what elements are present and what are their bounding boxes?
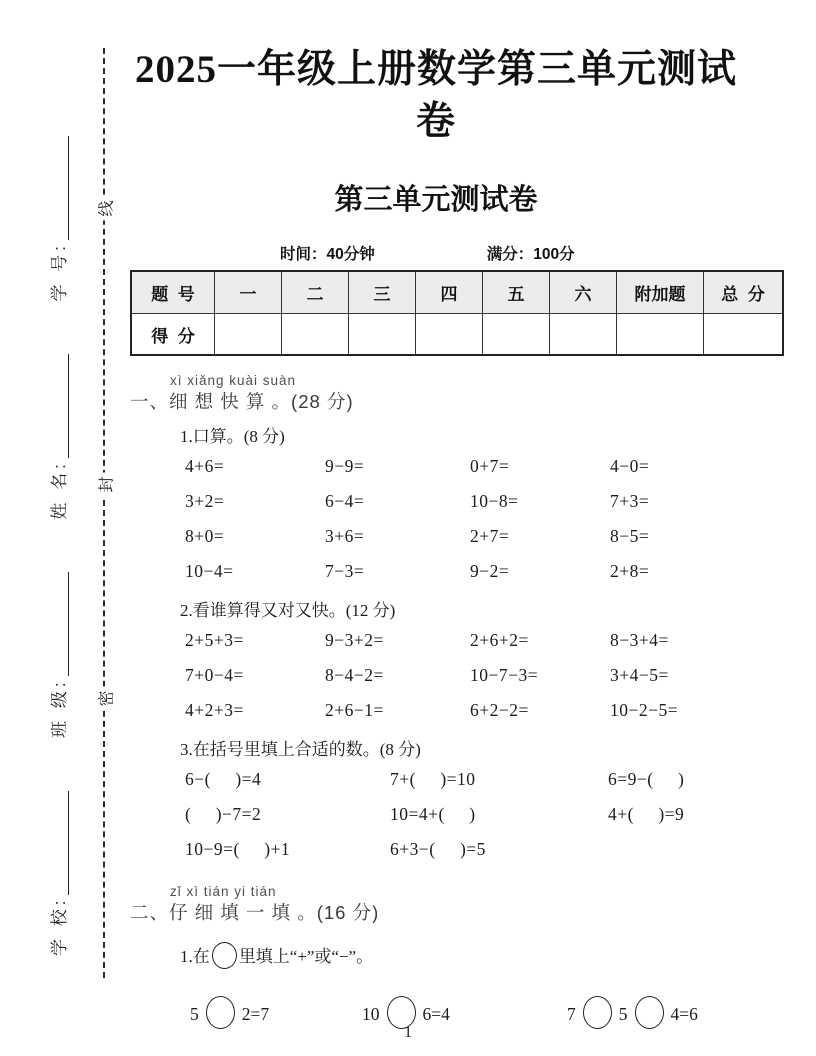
problem-text: 4=6: [670, 1004, 698, 1024]
score-table-header-cell: 总 分: [704, 271, 784, 314]
section1-sub1-label: 1.口算。(8 分): [180, 427, 285, 446]
problem-text: 5: [190, 1004, 199, 1024]
score-table-header-cell: 附加题: [617, 271, 704, 314]
score-empty-cell: [349, 314, 416, 356]
seal-dashed-line: [103, 48, 105, 978]
blank-underline: [46, 791, 69, 895]
math-problem: 4+2+3=: [185, 700, 244, 720]
section-2: [130, 884, 742, 1029]
math-problem: 8+0=: [185, 526, 225, 546]
quick-calc-grid: [185, 623, 742, 728]
math-problem: 8−3+4=: [610, 630, 669, 650]
math-problem: 3+6=: [325, 526, 365, 546]
score-empty-cell: [282, 314, 349, 356]
student-field-label: 姓 名:: [49, 460, 69, 520]
score-empty-cell: [617, 314, 704, 356]
math-problem: 6−4=: [325, 491, 365, 511]
problem-text: 2=7: [241, 1004, 270, 1024]
math-problem: 2+6−1=: [325, 700, 384, 720]
math-problem: 6=9−( ): [608, 769, 685, 789]
score-empty-cell: [550, 314, 617, 356]
student-field: [45, 572, 70, 737]
math-problem: 7+( )=10: [390, 769, 476, 789]
section2-pinyin: zǐ xì tián yi tián: [170, 884, 277, 899]
math-problem: 4−0=: [610, 456, 650, 476]
math-problem: 10−7−3=: [470, 665, 539, 685]
section1-pinyin: xì xiǎng kuài suàn: [170, 373, 297, 388]
score-empty-cell: [416, 314, 483, 356]
seal-char-feng: 封: [89, 473, 122, 497]
math-problem: 6+3−( )=5: [390, 839, 486, 859]
score-empty-cell: [483, 314, 550, 356]
student-field: [45, 354, 70, 519]
math-problem: 2+5+3=: [185, 630, 244, 650]
student-field: [45, 136, 70, 301]
student-field-label: 学 号:: [49, 242, 69, 302]
oral-calc-grid: [185, 449, 742, 589]
math-problem: 9−9=: [325, 456, 365, 476]
math-problem: 2+6+2=: [470, 630, 529, 650]
score-table: [130, 270, 784, 356]
math-problem: 9−3+2=: [325, 630, 384, 650]
math-problem: 4+( )=9: [608, 804, 685, 824]
math-problem: 7+0−4=: [185, 665, 244, 685]
student-info-fields: [44, 136, 70, 956]
score-table-header-cell: 题 号: [131, 271, 215, 314]
math-problem: 3+2=: [185, 491, 225, 511]
problem-text: 7: [567, 1004, 576, 1024]
fill-bracket-grid: [185, 762, 742, 867]
paper-content: [130, 0, 765, 1029]
score-table-header-cell: 六: [550, 271, 617, 314]
section1-sub3-label: 3.在括号里填上合适的数。(8 分): [180, 740, 421, 759]
math-problem: 2+8=: [610, 561, 650, 581]
blank-underline: [46, 572, 69, 676]
math-problem: 10−9=( )+1: [185, 839, 291, 859]
score-table-header-cell: 三: [349, 271, 416, 314]
score-table-header-cell: 二: [282, 271, 349, 314]
math-problem: 6−( )=4: [185, 769, 262, 789]
time-limit-label: 时间：40分钟: [280, 246, 375, 263]
section2-heading: 二、仔 细 填 一 填 。(16 分): [130, 902, 380, 923]
score-empty-cell: [704, 314, 784, 356]
math-problem: 8−4−2=: [325, 665, 384, 685]
score-table-body-row: [131, 314, 783, 356]
blank-underline: [46, 354, 69, 458]
score-empty-cell: [215, 314, 282, 356]
paper-subtitle: 第三单元测试卷: [334, 184, 538, 216]
page-title: 2025一年级上册数学第三单元测试卷: [134, 48, 737, 143]
problem-text: 10: [362, 1004, 380, 1024]
math-problem: 7+3=: [610, 491, 650, 511]
student-field-label: 学 校:: [49, 896, 69, 956]
math-problem: 10−8=: [470, 491, 519, 511]
section-1: [130, 373, 742, 867]
full-score-label: 满分：100分: [486, 246, 575, 263]
score-table-header-cell: 五: [483, 271, 550, 314]
score-table-header-cell: 一: [215, 271, 282, 314]
math-problem: ( )−7=2: [185, 804, 262, 824]
exam-info-row: [280, 242, 742, 262]
math-problem: 7−3=: [325, 561, 365, 581]
blank-underline: [46, 136, 69, 240]
score-table-header-row: [131, 271, 783, 314]
section1-sub2-label: 2.看谁算得又对又快。(12 分): [180, 601, 396, 620]
fill-circle: [212, 942, 237, 969]
math-problem: 9−2=: [470, 561, 510, 581]
math-problem: 3+4−5=: [610, 665, 669, 685]
math-problem: 8−5=: [610, 526, 650, 546]
seal-char-xian: 线: [89, 197, 122, 221]
math-problem: 10−4=: [185, 561, 234, 581]
instruction-text: 1.在: [180, 947, 210, 966]
seal-char-mi: 密: [89, 687, 122, 711]
student-field: [45, 791, 70, 956]
section1-heading: 一、细 想 快 算 。(28 分): [130, 391, 354, 412]
page-number: 1: [404, 1024, 412, 1041]
problem-text: 5: [618, 1004, 628, 1024]
instruction-text: 里填上“+”或“−”。: [238, 947, 374, 966]
score-table-header-cell: 四: [416, 271, 483, 314]
math-problem: 2+7=: [470, 526, 510, 546]
math-problem: 10=4+( ): [390, 804, 476, 824]
math-problem: 0+7=: [470, 456, 510, 476]
section2-sub1-instruction: [180, 942, 742, 972]
student-field-label: 班 级:: [49, 678, 69, 738]
math-problem: 6+2−2=: [470, 700, 529, 720]
math-problem: 4+6=: [185, 456, 225, 476]
score-label-cell: 得 分: [131, 314, 215, 356]
problem-text: 6=4: [422, 1004, 450, 1024]
math-problem: 10−2−5=: [610, 700, 679, 720]
